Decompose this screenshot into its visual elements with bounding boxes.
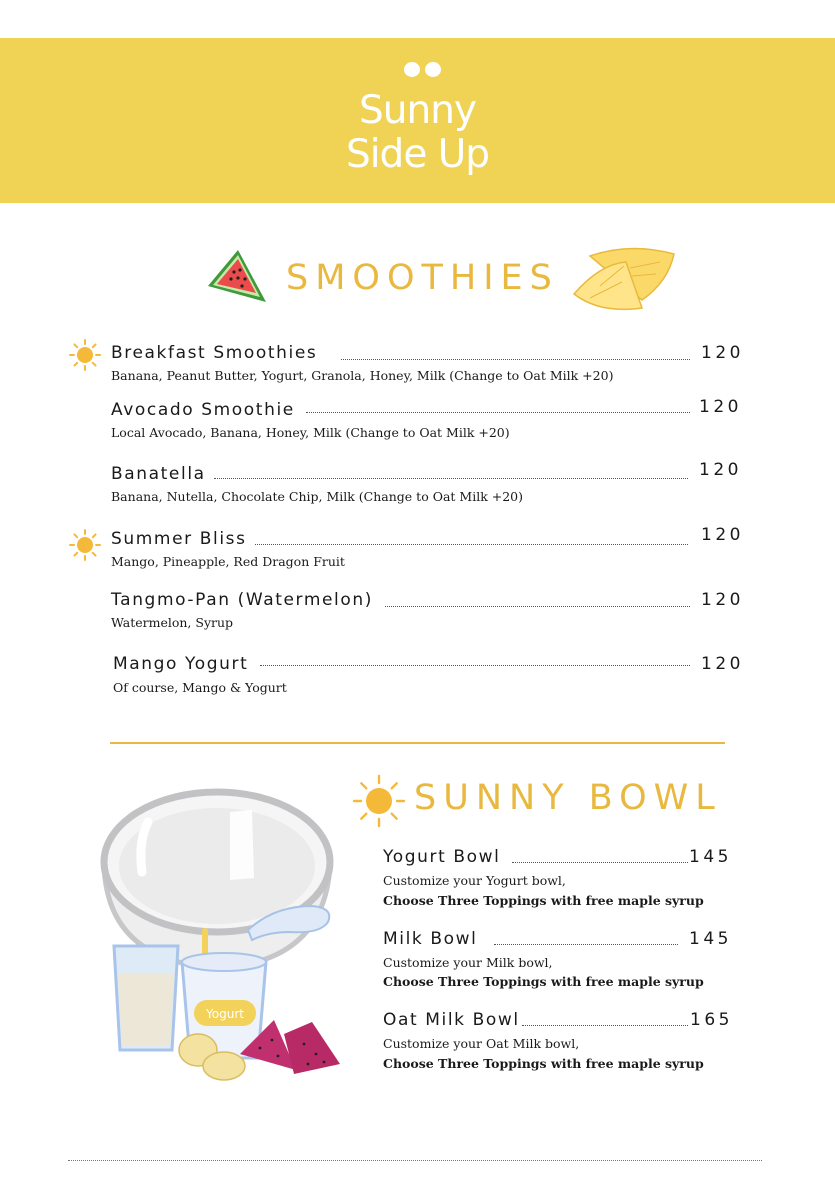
menu-item-name: Milk Bowl — [383, 929, 478, 949]
menu-item-name: Summer Bliss — [111, 529, 247, 549]
sun-icon — [352, 774, 406, 828]
dotted-leader — [260, 665, 690, 666]
menu-item-description: Local Avocado, Banana, Honey, Milk (Change to Oat Milk +20) — [111, 425, 510, 440]
dotted-leader — [341, 359, 690, 360]
dotted-leader — [385, 606, 690, 607]
dotted-leader — [494, 944, 678, 945]
menu-item-price: 120 — [699, 460, 742, 480]
menu-item-description: Customize your Milk bowl, — [383, 955, 553, 970]
menu-item-name: Yogurt Bowl — [383, 847, 501, 867]
menu-item-name: Tangmo-Pan (Watermelon) — [111, 590, 373, 610]
sunny-bowl-title: SUNNY BOWL — [414, 778, 722, 818]
menu-item-note: Choose Three Toppings with free maple syrup — [383, 974, 704, 989]
menu-item-description: Of course, Mango & Yogurt — [113, 680, 287, 695]
dotted-leader — [306, 412, 690, 413]
dotted-leader — [214, 478, 688, 479]
sun-icon — [68, 528, 102, 562]
smoothies-title: SMOOTHIES — [286, 258, 559, 298]
menu-item-price: 165 — [690, 1010, 733, 1030]
logo-dots-icon — [404, 62, 444, 78]
brand-name-line1: Sunny — [359, 88, 476, 133]
yogurt-bowl-illustration — [98, 782, 343, 1087]
menu-item-price: 145 — [689, 847, 732, 867]
menu-item-note: Choose Three Toppings with free maple syrup — [383, 893, 704, 908]
menu-item-description: Customize your Yogurt bowl, — [383, 873, 566, 888]
brand-name-line2: Side Up — [345, 132, 490, 177]
sun-icon — [68, 338, 102, 372]
dotted-leader — [512, 862, 688, 863]
menu-item-description: Mango, Pineapple, Red Dragon Fruit — [111, 554, 345, 569]
menu-item-price: 145 — [689, 929, 732, 949]
menu-item-note: Choose Three Toppings with free maple syrup — [383, 1056, 704, 1071]
menu-item-description: Banana, Nutella, Chocolate Chip, Milk (Change to Oat Milk +20) — [111, 489, 523, 504]
menu-item-name: Banatella — [111, 464, 206, 484]
menu-item-name: Oat Milk Bowl — [383, 1010, 520, 1030]
menu-item-price: 120 — [701, 525, 744, 545]
menu-item-description: Customize your Oat Milk bowl, — [383, 1036, 580, 1051]
menu-item-name: Breakfast Smoothies — [111, 343, 318, 363]
pineapple-icon — [570, 242, 682, 314]
cup-label: Yogurt — [206, 1007, 244, 1021]
menu-item-price: 120 — [701, 590, 744, 610]
menu-item-name: Avocado Smoothie — [111, 400, 295, 420]
footer-divider — [68, 1160, 762, 1161]
menu-item-name: Mango Yogurt — [113, 654, 249, 674]
menu-item-price: 120 — [701, 654, 744, 674]
watermelon-icon — [204, 246, 270, 308]
menu-item-price: 120 — [699, 397, 742, 417]
dotted-leader — [522, 1025, 688, 1026]
section-divider — [110, 742, 725, 744]
menu-item-description: Banana, Peanut Butter, Yogurt, Granola, Honey, Milk (Change to Oat Milk +20) — [111, 368, 614, 383]
menu-item-price: 120 — [701, 343, 744, 363]
dotted-leader — [255, 544, 688, 545]
menu-item-description: Watermelon, Syrup — [111, 615, 234, 630]
